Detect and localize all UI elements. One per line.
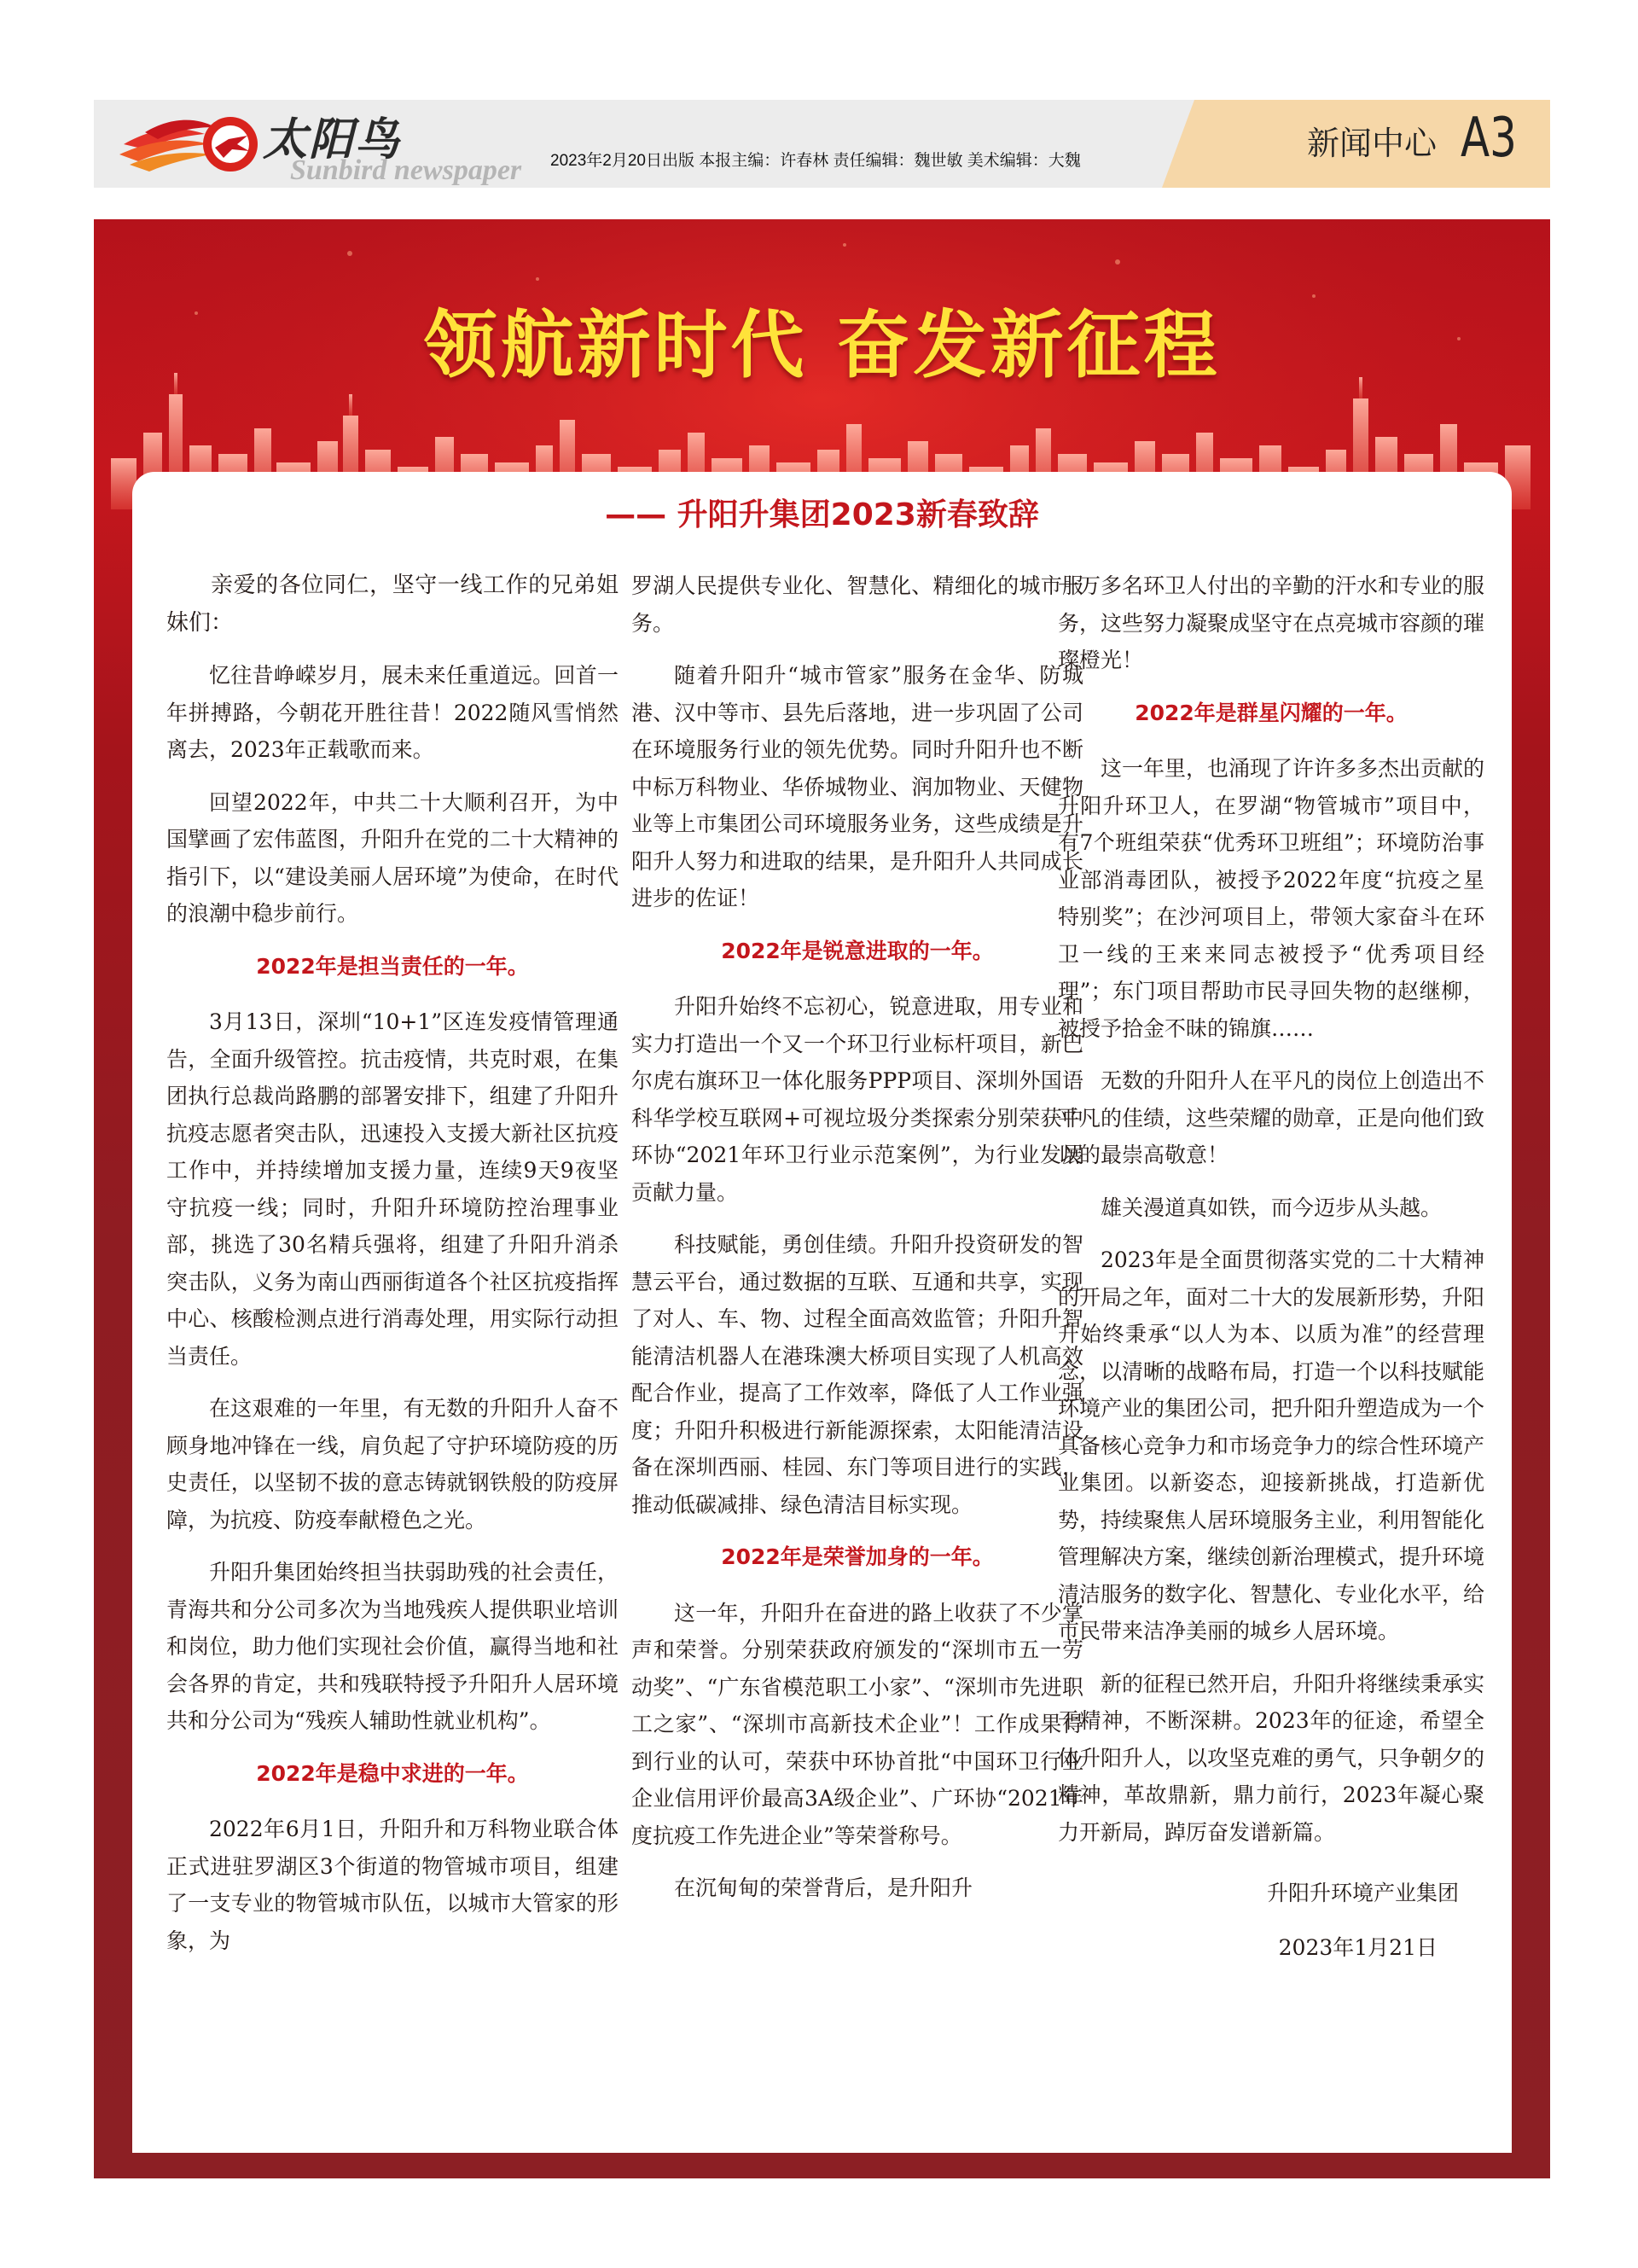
section-heading: 2022年是荣誉加身的一年。 (721, 1544, 994, 1569)
signature: 升阳升环境产业集团 (1266, 1881, 1459, 1905)
paragraph: 这一年里，也涌现了许许多多杰出贡献的升阳升环卫人，在罗湖“物管城市”项目中，有7个班组荣获“优秀环卫班组”；环境防治事业部消毒团队，被授予2022年度“抗疫之星特别奖”；在沙河项目上，带领大家奋斗在环卫一线的王来来同志被授予“优秀项目经理”；东门项目帮助市民寻回失物的赵继柳，被授予拾金不昧的锦旗…… (1058, 756, 1485, 1041)
banner-title: 领航新时代 奋发新征程 (423, 303, 1221, 388)
logo-english-name: Sunbird newspaper (290, 154, 522, 186)
article-column-2 (631, 567, 1083, 1922)
paragraph: 3月13日，深圳“10+1”区连发疫情管理通告，全面升级管控。抗击疫情，共克时艰，在集团执行总裁尚路鹏的部署安排下，组建了升阳升抗疫志愿者突击队，迅速投入支援大新社区抗疫工作中，并持续增加支援力量，连续9天9夜坚守抗疫一线；同时，升阳升环境防控治理事业部，挑选了30名精兵强将，组建了升阳升消杀突击队，义务为南山西丽街道各个社区抗疫指挥中心、核酸检测点进行消毒处理，用实际行动担当责任。 (166, 1009, 619, 1369)
article-panel (132, 472, 1512, 2153)
paragraph: 雄关漫道真如铁，而今迈步从头越。 (1101, 1195, 1443, 1220)
paragraph: 新的征程已然开启，升阳升将继续秉承实干精神，不断深耕。2023年的征途，希望全体升阳升人，以攻坚克难的勇气，只争朝夕的精神，革故鼎新，鼎力前行，2023年凝心聚力开新局，踔厉奋发谱新篇。 (1058, 1671, 1485, 1845)
paragraph: 罗湖人民提供专业化、智慧化、精细化的城市服务。 (631, 573, 1083, 636)
logo-chinese-name: 太阳鸟 (263, 113, 402, 166)
paragraph: 随着升阳升“城市管家”服务在金华、防城港、汉中等市、县先后落地，进一步巩固了公司在环境服务行业的领先优势。同时升阳升也不断中标万科物业、华侨城物业、润加物业、天健物业等上市集团公司环境服务业务，这些成绩是升阳升人努力和进取的结果，是升阳升人共同成长进步的佐证！ (631, 663, 1083, 910)
section-heading: 2022年是稳中求进的一年。 (256, 1760, 529, 1786)
section-name: 新闻中心 (1307, 125, 1438, 162)
section-heading: 2022年是锐意进取的一年。 (721, 938, 994, 963)
section-heading: 2022年是担当责任的一年。 (256, 953, 529, 979)
issue-info: 2023年2月20日出版 本报主编：许春林 责任编辑：魏世敏 美术编辑：大魏 (550, 152, 1081, 170)
paragraph: 忆往昔峥嵘岁月，展未来任重道远。回首一年拼搏路，今朝花开胜往昔！2022随风雪悄然离去，2023年正载歌而来。 (166, 663, 619, 762)
paragraph: 科技赋能，勇创佳绩。升阳升投资研发的智慧云平台，通过数据的互联、互通和共享，实现了对人、车、物、过程全面高效监管；升阳升智能清洁机器人在港珠澳大桥项目实现了人机高效配合作业，提高了工作效率，降低了人工作业强度；升阳升积极进行新能源探索，太阳能清洁设备在深圳西丽、桂园、东门等项目进行的实践，推动低碳减排、绿色清洁目标实现。 (631, 1232, 1083, 1517)
page-number: A3 (1461, 107, 1517, 170)
masthead (94, 100, 1550, 188)
paragraph: 无数的升阳升人在平凡的岗位上创造出不平凡的佳绩，这些荣耀的勋章，正是向他们致以的最崇高敬意！ (1058, 1068, 1485, 1167)
paragraph: 升阳升始终不忘初心，锐意进取，用专业和实力打造出一个又一个环卫行业标杆项目，新巴尔虎右旗环卫一体化服务PPP项目、深圳外国语科华学校互联网+可视垃圾分类探索分别荣获中环协“2021年环卫行业示范案例”，为行业发展贡献力量。 (631, 994, 1083, 1205)
paragraph: 在沉甸甸的荣誉背后，是升阳升 (674, 1875, 973, 1900)
paragraph: 这一年，升阳升在奋进的路上收获了不少掌声和荣誉。分别荣获政府颁发的“深圳市五一劳动奖”、“广东省模范职工小家”、“深圳市先进职工之家”、“深圳市高新技术企业”！工作成果得到行业的认可，荣获中环协首批“中国环卫行业企业信用评价最高3A级企业”、广环协“2021年度抗疫工作先进企业”等荣誉称号。 (631, 1600, 1083, 1848)
paragraph: 一万多名环卫人付出的辛勤的汗水和专业的服务，这些努力凝聚成坚守在点亮城市容颜的璀璨橙光！ (1058, 573, 1485, 672)
paragraph: 2022年6月1日，升阳升和万科物业联合体正式进驻罗湖区3个街道的物管城市项目，组建了一支专业的物管城市队伍，以城市大管家的形象，为 (166, 1817, 619, 1953)
paragraph: 在这艰难的一年里，有无数的升阳升人奋不顾身地冲锋在一线，肩负起了守护环境防疫的历史责任，以坚韧不拔的意志铸就钢铁般的防疫屏障，为抗疫、防疫奉献橙色之光。 (166, 1396, 619, 1532)
paragraph: 回望2022年，中共二十大顺利召开，为中国擘画了宏伟蓝图，升阳升在党的二十大精神的指引下，以“建设美丽人居环境”为使命，在时代的浪潮中稳步前行。 (166, 789, 619, 926)
section-heading: 2022年是群星闪耀的一年。 (1135, 700, 1408, 725)
section-tab (1162, 100, 1550, 188)
article-subtitle: —— 升阳升集团2023新春致辞 (605, 497, 1039, 532)
sunbird-logo-icon (119, 110, 264, 178)
paragraph: 2023年是全面贯彻落实党的二十大精神的开局之年，面对二十大的发展新形势，升阳升始终秉承“以人为本、以质为准”的经营理念，以清晰的战略布局，打造一个以科技赋能环境产业的集团公司，把升阳升塑造成为一个具备核心竞争力和市场竞争力的综合性环境产业集团。以新姿态，迎接新挑战，打造新优势，持续聚焦人居环境服务主业，利用智能化管理解决方案，继续创新治理模式，提升环境清洁服务的数字化、智慧化、专业化水平，给市民带来洁净美丽的城乡人居环境。 (1058, 1247, 1485, 1643)
paragraph: 升阳升集团始终担当扶弱助残的社会责任，青海共和分公司多次为当地残疾人提供职业培训和岗位，助力他们实现社会价值，赢得当地和社会各界的肯定，共和残联特授予升阳升人居环境共和分公司为“残疾人辅助性就业机构”。 (166, 1560, 619, 1733)
newspaper-logo[interactable] (119, 105, 572, 186)
greeting: 亲爱的各位同仁，坚守一线工作的兄弟姐妹们： (166, 573, 619, 636)
article-column-1 (166, 567, 619, 1974)
article-column-3 (1058, 567, 1484, 1966)
new-year-banner (94, 219, 1550, 2178)
signature-date: 2023年1月21日 (1278, 1934, 1438, 1960)
